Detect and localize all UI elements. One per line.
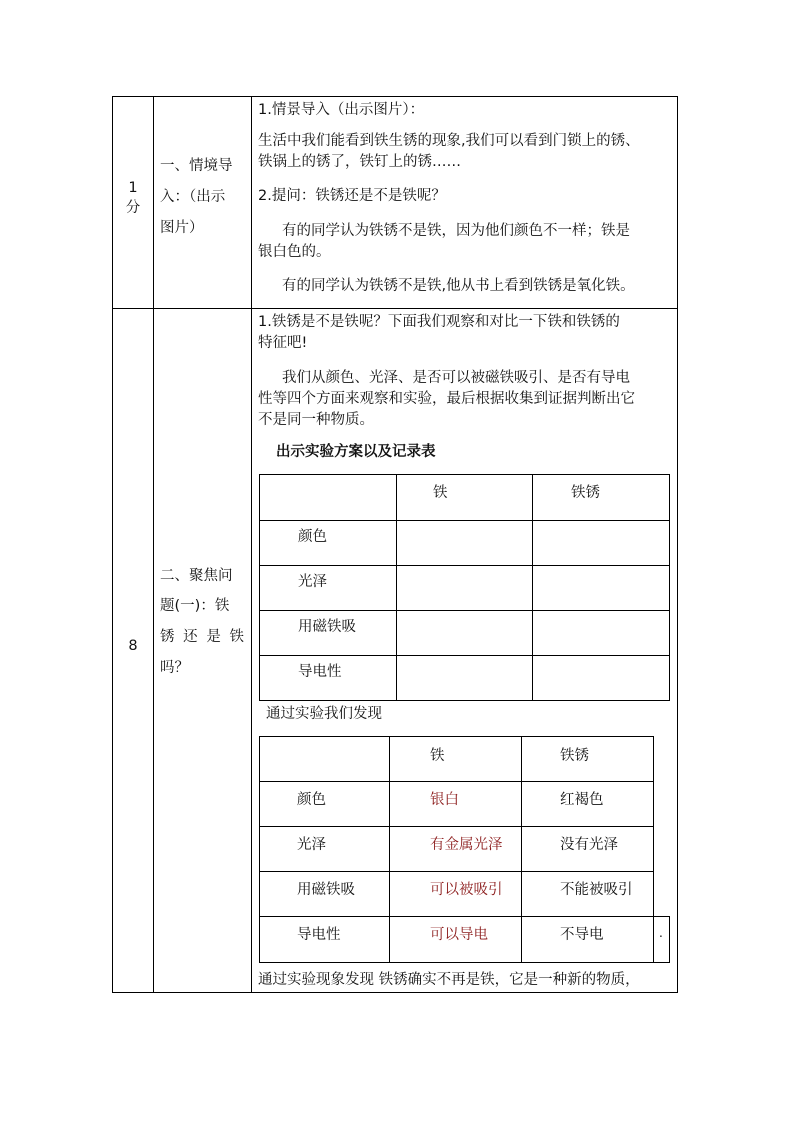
row2-para2-line3: 不是同一种物质。: [258, 412, 374, 428]
row2-para1-line1: 1.铁锈是不是铁呢？下面我们观察和对比一下铁和铁锈的: [258, 314, 620, 330]
row1-time-unit: 分: [125, 200, 141, 216]
row2-plan-title: 出示实验方案以及记录表: [276, 444, 436, 460]
results-table-row-label: 导电性: [297, 927, 341, 943]
results-table-right-border-upper: [653, 736, 654, 917]
row2-conclusion: 通过实验现象发现 铁锈确实不再是铁，它是一种新的物质，: [258, 972, 640, 988]
row1-question: 2.提问：铁锈还是不是铁呢？: [258, 188, 446, 204]
row2-para2-line1: 我们从颜色、光泽、是否可以被磁铁吸引、是否有导电: [282, 370, 630, 386]
lesson-plan-table: [112, 96, 678, 993]
row1-intro-heading: 1.情景导入（出示图片）：: [258, 102, 425, 118]
results-table-bottom-border: [259, 962, 670, 963]
results-table-header-rust: 铁锈: [560, 748, 589, 764]
record-table-row-line: [260, 655, 669, 656]
results-table-header-iron: 铁: [430, 748, 445, 764]
results-table-col-line-3: [653, 917, 654, 963]
results-table-rust-value: 没有光泽: [560, 837, 618, 853]
results-table: [259, 736, 670, 963]
record-table-row-line: [260, 610, 669, 611]
record-table: [259, 474, 670, 701]
row-divider: [113, 308, 677, 309]
row1-para2-line1: 生活中我们能看到铁生锈的现象,我们可以看到门锁上的锈、: [258, 133, 640, 149]
results-table-row-label: 用磁铁吸: [297, 882, 355, 898]
results-table-row-line: [259, 871, 653, 872]
results-table-iron-value: 有金属光泽: [430, 837, 503, 853]
row1-para4-line1: 有的同学认为铁锈不是铁，因为他们颜色不一样；铁是: [282, 223, 630, 239]
record-table-header-iron: 铁: [433, 485, 448, 501]
row2-para2-line2: 性等四个方面来观察和实验，最后根据收集到证据判断出它: [258, 391, 635, 407]
row1-para4-line2: 银白色的。: [258, 244, 331, 260]
row1-para5: 有的同学认为铁锈不是铁,他从书上看到铁锈是氧化铁。: [282, 278, 635, 294]
results-table-iron-value: 银白: [430, 792, 459, 808]
record-table-row-line: [260, 520, 669, 521]
results-table-stray-dot: .: [659, 926, 663, 940]
results-table-row-label: 颜色: [297, 792, 326, 808]
row1-time-number: 1: [128, 180, 138, 196]
record-table-row-label: 用磁铁吸: [298, 619, 356, 635]
row2-section-line3: 锈还是铁: [160, 629, 244, 645]
results-table-left-border: [259, 736, 260, 963]
results-table-row-label: 光泽: [297, 837, 326, 853]
row2-section-line1: 二、聚焦问: [160, 568, 233, 584]
results-table-top-border: [259, 736, 653, 737]
record-table-row-label: 导电性: [298, 664, 342, 680]
row1-para2-line2: 铁锅上的锈了，铁钉上的锈……: [258, 154, 461, 170]
results-table-iron-value: 可以导电: [430, 927, 488, 943]
row1-section-line1: 一、情境导: [160, 158, 233, 174]
results-table-row-line: [259, 826, 653, 827]
row2-time: 8: [128, 638, 138, 654]
record-table-row-line: [260, 565, 669, 566]
record-table-col-line-1: [396, 475, 397, 700]
column-divider-2: [251, 97, 252, 992]
row2-section-line2: 题(一)：铁: [160, 598, 230, 614]
column-divider-1: [153, 97, 154, 992]
results-table-rust-value: 红褐色: [560, 792, 604, 808]
results-table-right-border-lower: [669, 917, 670, 963]
results-table-rust-value: 不导电: [560, 927, 604, 943]
row1-section-line2: 入：（出示: [160, 189, 226, 205]
record-table-row-label: 颜色: [298, 529, 327, 545]
row2-section-line4: 吗？: [160, 660, 189, 676]
results-table-iron-value: 可以被吸引: [430, 882, 503, 898]
record-table-col-line-2: [532, 475, 533, 700]
record-table-row-label: 光泽: [298, 574, 327, 590]
row1-section-line3: 图片）: [160, 220, 204, 236]
record-table-header-rust: 铁锈: [571, 485, 600, 501]
row2-para1-line2: 特征吧!: [258, 335, 308, 351]
results-table-col-line-1: [389, 736, 390, 963]
row2-found-title: 通过实验我们发现: [266, 706, 382, 722]
results-table-rust-value: 不能被吸引: [560, 882, 633, 898]
results-table-row-line: [259, 781, 653, 782]
results-table-row-line: [259, 916, 670, 917]
results-table-col-line-2: [521, 736, 522, 963]
